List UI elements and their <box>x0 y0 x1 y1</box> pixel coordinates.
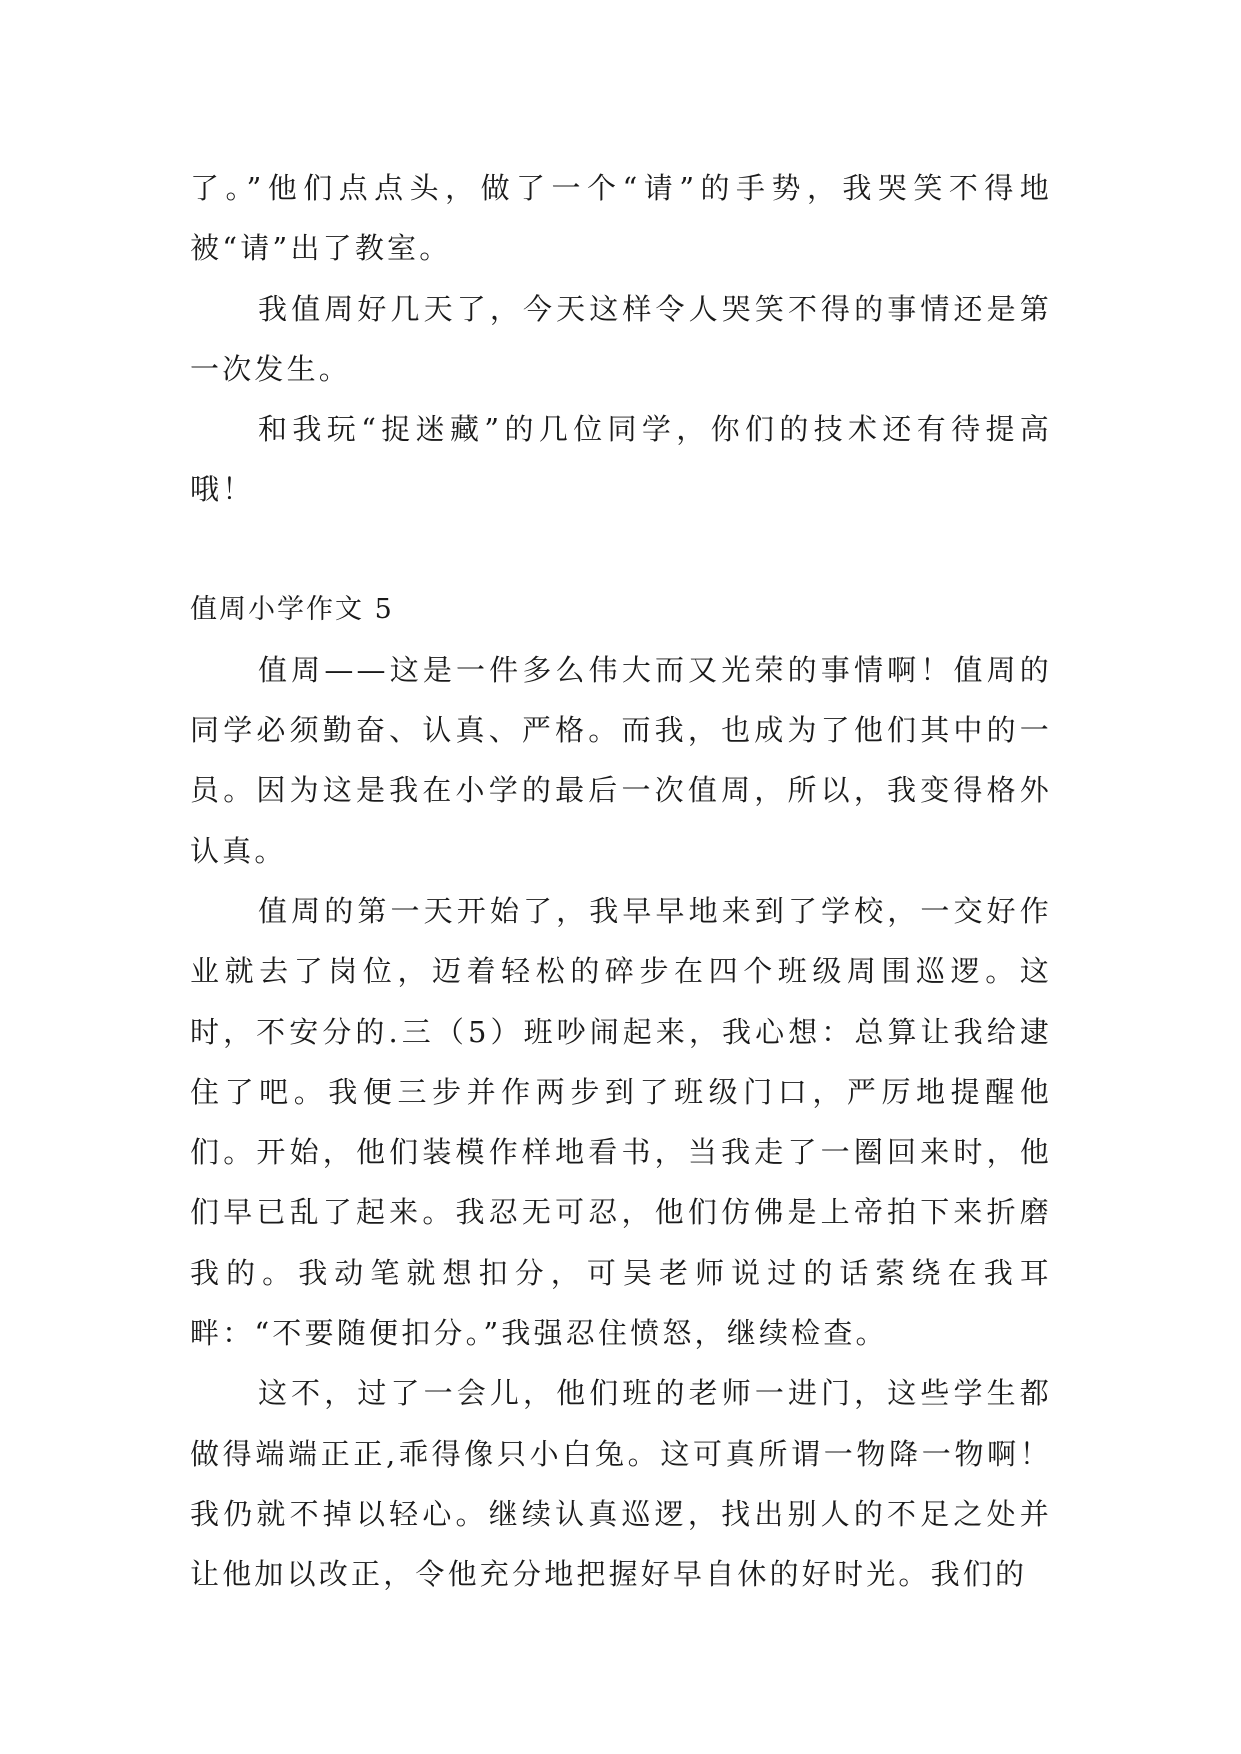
section-title: 值周小学作文 5 <box>190 593 394 625</box>
paragraph: 值周——这是一件多么伟大而又光荣的事情啊！值周的同学必须勤奋、认真、严格。而我，也成为了他们其中的一员。因为这是我在小学的最后一次值周，所以，我变得格外认真。 <box>190 652 1052 868</box>
paragraph: 我值周好几天了，今天这样令人哭笑不得的事情还是第一次发生。 <box>190 291 1052 386</box>
section-spacer <box>190 520 1052 580</box>
paragraph: 这不，过了一会儿，他们班的老师一进门，这些学生都做得端端正正,乖得像只小白兔。这可真所谓一物降一物啊！我仍就不掉以轻心。继续认真巡逻，找出别人的不足之处并让他加以改正，令他充分地把握好早自休的好时光。我们的 <box>190 1376 1052 1592</box>
paragraph: 和我玩“捉迷藏”的几位同学，你们的技术还有待提高哦！ <box>190 412 1052 507</box>
paragraph: 值周的第一天开始了，我早早地来到了学校，一交好作业就去了岗位，迈着轻松的碎步在四个班级周围巡逻。这时，不安分的.三（5）班吵闹起来，我心想：总算让我给逮住了吧。我便三步并作两步到了班级门口，严厉地提醒他们。开始，他们装模作样地看书，当我走了一圈回来时，他们早已乱了起来。我忍无可忍，他们仿佛是上帝拍下来折磨我的。我动笔就想扣分，可吴老师说过的话萦绕在我耳畔：“不要随便扣分。”我强忍住愤怒，继续检查。 <box>190 893 1052 1351</box>
document-page <box>190 158 1052 1605</box>
paragraph-continued: 了。”他们点点头，做了一个“请”的手势，我哭笑不得地被“请”出了教室。 <box>190 171 1052 266</box>
